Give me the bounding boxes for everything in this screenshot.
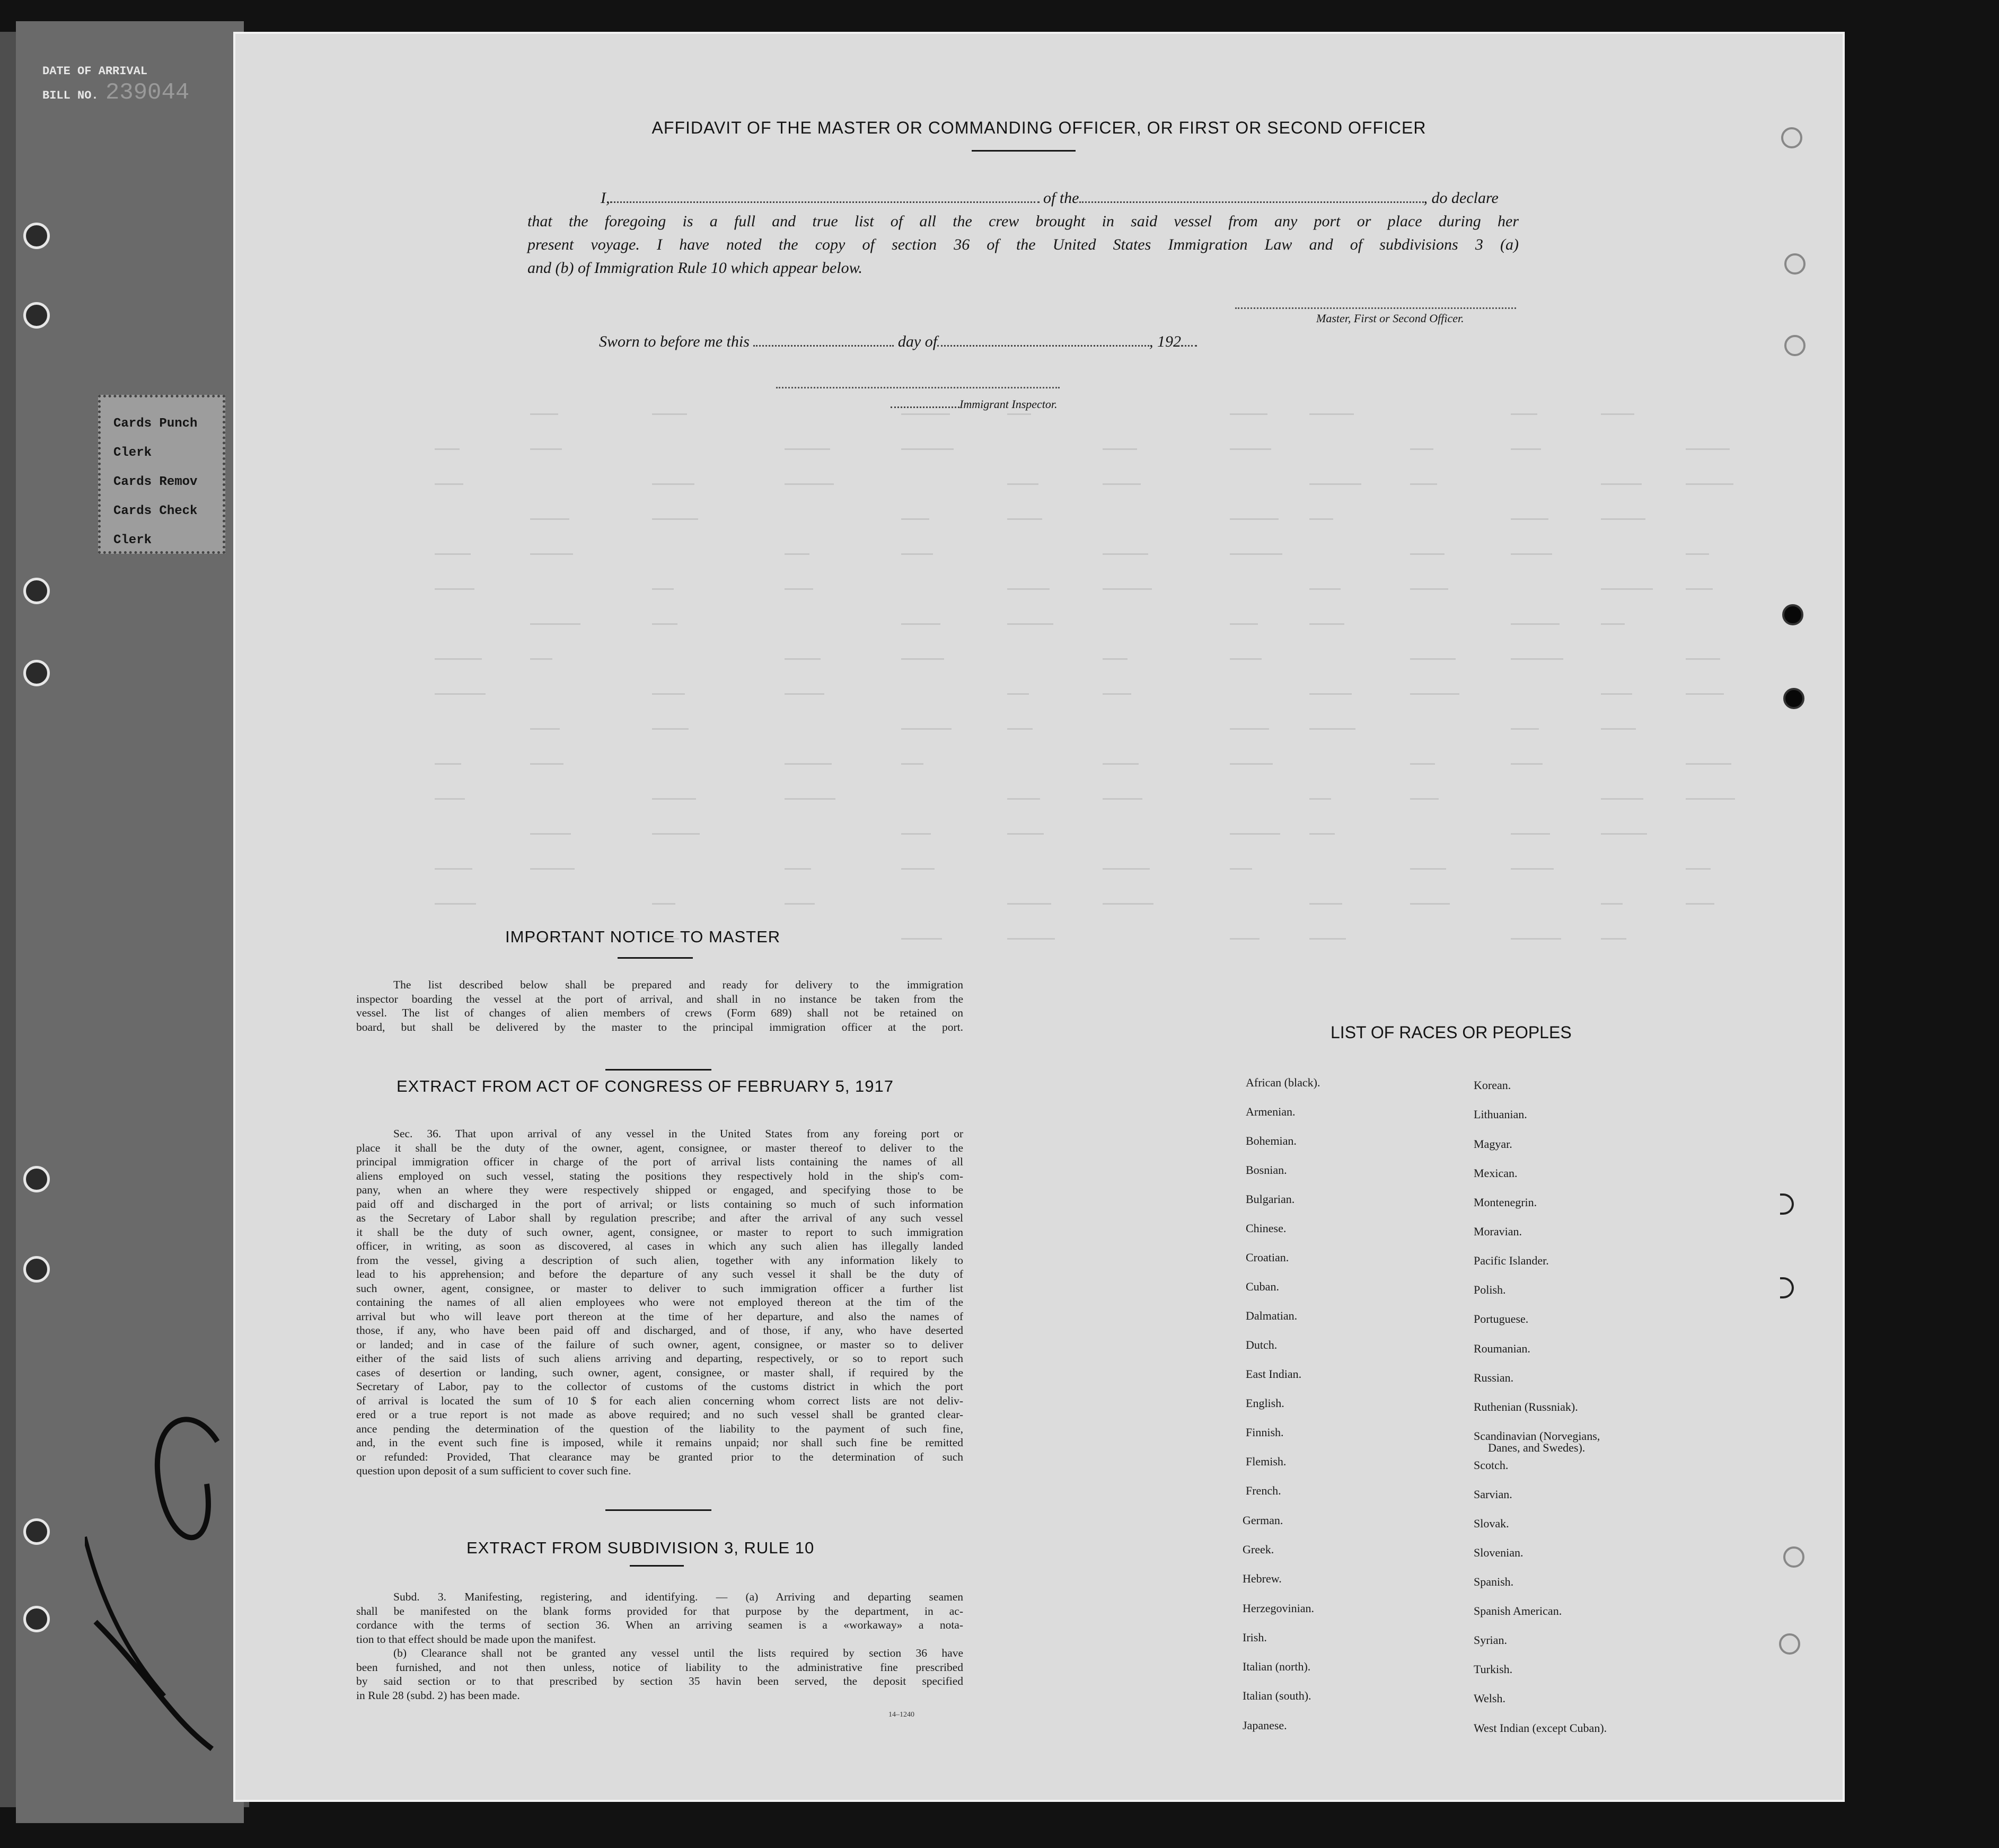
- bleed-mark: [1007, 623, 1053, 625]
- bleed-mark: [1309, 833, 1335, 835]
- bleed-mark: [785, 763, 832, 765]
- race-item: Japanese.: [1243, 1719, 1287, 1732]
- bleed-mark: [1103, 868, 1150, 870]
- bleed-mark: [435, 693, 486, 695]
- race-item: Polish.: [1474, 1283, 1506, 1296]
- race-item: Ruthenian (Russniak).: [1474, 1400, 1578, 1413]
- bleed-mark: [530, 448, 562, 450]
- bleed-mark: [1601, 938, 1626, 940]
- race-item: Flemish.: [1246, 1455, 1287, 1468]
- handwritten-mark: [85, 1378, 244, 1781]
- bleed-mark: [1410, 588, 1448, 590]
- race-item: Spanish American.: [1474, 1604, 1562, 1617]
- bleed-mark: [1511, 868, 1554, 870]
- name-blank: [610, 190, 1040, 203]
- race-item: Danes, and Swedes).: [1488, 1441, 1586, 1454]
- bleed-mark: [1601, 518, 1645, 520]
- bleed-mark: [1309, 588, 1341, 590]
- bleed-mark: [901, 833, 931, 835]
- bleed-mark: [435, 658, 482, 660]
- year-label: , 192: [1149, 333, 1182, 350]
- race-item: Croatian.: [1246, 1251, 1289, 1264]
- bleed-mark: [652, 623, 677, 625]
- race-item: Spanish.: [1474, 1575, 1514, 1588]
- divider: [630, 1565, 684, 1567]
- race-item: Chinese.: [1246, 1222, 1287, 1235]
- bleed-mark: [652, 588, 674, 590]
- race-item: Korean.: [1474, 1078, 1511, 1092]
- bleed-mark: [530, 833, 571, 835]
- race-item: Bulgarian.: [1246, 1192, 1295, 1206]
- punch-hole-icon: [23, 1518, 50, 1545]
- sworn-label: Sworn to before me this: [599, 333, 750, 350]
- act-title: EXTRACT FROM ACT OF CONGRESS OF FEBRUARY 5, 1917: [397, 1077, 894, 1095]
- inspector-signature-line: [776, 387, 1060, 388]
- bleed-mark: [530, 413, 558, 415]
- bleed-mark: [652, 728, 689, 730]
- race-item: Bohemian.: [1246, 1134, 1297, 1147]
- punch-hole-icon: [23, 1606, 50, 1632]
- paragraph-line: principal immigration officer in charge of the port of arrival lists containing the names of all: [356, 1155, 963, 1168]
- bleed-mark: [1601, 728, 1636, 730]
- bleed-mark: [1410, 798, 1439, 800]
- paragraph-line: paid off and discharged in the port of arrival; or lists containing so much of such information: [356, 1197, 963, 1210]
- race-item: Greek.: [1243, 1543, 1274, 1556]
- bleed-mark: [435, 903, 476, 905]
- bleed-mark: [1309, 518, 1333, 520]
- bleed-mark: [1686, 763, 1731, 765]
- race-item: Montenegrin.: [1474, 1196, 1537, 1209]
- date-of-arrival-label: DATE OF ARRIVAL: [42, 65, 148, 78]
- paragraph-line: tion to that effect should be made upon the manifest.: [356, 1632, 596, 1646]
- punch-hole-icon: [23, 1256, 50, 1283]
- bleed-mark: [1230, 728, 1269, 730]
- bleed-mark: [785, 798, 835, 800]
- bleed-mark: [785, 553, 809, 555]
- bleed-mark: [1103, 658, 1128, 660]
- race-item: Herzegovinian.: [1243, 1602, 1314, 1615]
- race-item: Mexican.: [1474, 1166, 1518, 1180]
- notice-text: [356, 978, 963, 1034]
- bleed-mark: [1309, 623, 1344, 625]
- bleed-mark: [1103, 553, 1148, 555]
- bleed-mark: [1410, 483, 1437, 485]
- paragraph-line: ered or a true report is not made as above required; and no such vessel shall be granted clear-: [356, 1408, 963, 1421]
- bleed-mark: [901, 728, 952, 730]
- bleed-mark: [901, 763, 923, 765]
- bleed-mark: [1686, 588, 1713, 590]
- form-sheet: [233, 32, 1845, 1802]
- notice-line: inspector boarding the vessel at the port of arrival, and shall in no instance be taken from the: [356, 992, 963, 1005]
- bleed-mark: [1230, 658, 1262, 660]
- paragraph-line: containing the names of all alien employees who were not employed thereon at the tim of the: [356, 1296, 963, 1308]
- affidavit-line: and (b) of Immigration Rule 10 which appear below.: [527, 259, 862, 277]
- bleed-mark: [1686, 693, 1724, 695]
- sworn-line: [599, 330, 1288, 353]
- notice-line: board, but shall be delivered by the master to the principal immigration officer at the port.: [356, 1020, 963, 1033]
- bleed-mark: [1309, 728, 1355, 730]
- race-item: Finnish.: [1246, 1426, 1284, 1439]
- bleed-mark: [1103, 483, 1141, 485]
- bleed-mark: [901, 623, 940, 625]
- race-item: Lithuanian.: [1474, 1108, 1527, 1121]
- paragraph-line: shall be manifested on the blank forms provided for that purpose by the department, in ac-: [356, 1604, 963, 1617]
- bleed-mark: [1007, 518, 1042, 520]
- inspector-label: [891, 397, 1058, 411]
- bleed-mark: [435, 483, 463, 485]
- bleed-mark: [1007, 483, 1038, 485]
- bleed-mark: [530, 868, 575, 870]
- bleed-mark: [652, 693, 685, 695]
- bleed-mark: [1309, 693, 1352, 695]
- bleed-mark: [1686, 903, 1714, 905]
- race-item: German.: [1243, 1514, 1283, 1527]
- bleed-mark: [530, 763, 563, 765]
- punch-hole-icon: [1784, 335, 1806, 356]
- affidavit-line: that the foregoing is a full and true list of all the crew brought in said vessel from any port or place during her: [527, 213, 1519, 230]
- day-of-label: day of: [897, 333, 938, 350]
- bleed-mark: [901, 868, 935, 870]
- bleed-mark: [1511, 833, 1550, 835]
- bleed-mark: [1230, 553, 1282, 555]
- bleed-mark: [1309, 798, 1331, 800]
- paragraph-line: question upon deposit of a sum sufficient to cover such fine.: [356, 1464, 631, 1477]
- paragraph-line: it shall be the duty of such owner, agent, consignee, or master to report to such immigration: [356, 1225, 963, 1239]
- bleed-mark: [1601, 623, 1625, 625]
- notice-title: IMPORTANT NOTICE TO MASTER: [505, 927, 781, 946]
- divider: [972, 150, 1076, 152]
- bleed-mark: [1410, 763, 1435, 765]
- punch-hole-icon: [23, 660, 50, 686]
- cards-stamp-line: Cards Punch: [113, 417, 198, 431]
- punch-hole-icon: [1783, 1546, 1804, 1568]
- race-item: Pacific Islander.: [1474, 1254, 1549, 1267]
- race-item: Turkish.: [1474, 1663, 1513, 1676]
- bleed-mark: [1103, 763, 1139, 765]
- bleed-mark: [1309, 413, 1354, 415]
- bleed-mark: [1103, 903, 1153, 905]
- bleed-mark: [1601, 483, 1642, 485]
- of-the-label: of the: [1043, 189, 1079, 207]
- cards-stamp-line: Clerk: [113, 446, 152, 460]
- bleed-mark: [530, 728, 560, 730]
- bleed-mark: [1601, 413, 1634, 415]
- race-item: Cuban.: [1246, 1280, 1279, 1293]
- bleed-mark: [785, 658, 821, 660]
- bleed-mark: [1601, 693, 1632, 695]
- paragraph-line: lead to his apprehension; and before the departure of any such vessel it shall be the duty of: [356, 1268, 963, 1280]
- punch-hole-icon: [23, 1166, 50, 1192]
- bleed-mark: [1103, 588, 1152, 590]
- paragraph-line: been furnished, and not then unless, notice of liability to the administrative fine prescribed: [356, 1660, 963, 1674]
- day-blank: [753, 333, 894, 347]
- race-item: English.: [1246, 1396, 1284, 1410]
- bleed-mark: [435, 868, 472, 870]
- inspector-blank: [891, 399, 959, 408]
- bleed-mark: [785, 483, 834, 485]
- bleed-mark: [1007, 413, 1031, 415]
- bleed-mark: [785, 903, 815, 905]
- race-item: Welsh.: [1474, 1692, 1505, 1705]
- bleed-mark: [1007, 693, 1029, 695]
- inspector-text: Immigrant Inspector.: [959, 397, 1058, 411]
- paragraph-line: arrival but who will leave port thereon at the time of her departure, and also the names of: [356, 1310, 963, 1323]
- act-text: [356, 1127, 963, 1478]
- bleed-mark: [1410, 868, 1446, 870]
- bleed-mark: [1007, 728, 1033, 730]
- paragraph-line: such owner, agent, consignee, or master to deliver to such immigration officer a further list: [356, 1281, 963, 1295]
- race-item: Hebrew.: [1243, 1572, 1282, 1585]
- punch-hole-icon: [1782, 604, 1803, 625]
- bleed-mark: [530, 658, 552, 660]
- bleed-mark: [1601, 833, 1647, 835]
- punch-hole-icon: [23, 223, 50, 249]
- bleed-mark: [785, 868, 811, 870]
- paragraph-line: from the vessel, giving a description of such alien, together with any information likely to: [356, 1253, 963, 1267]
- race-item: Slovenian.: [1474, 1546, 1524, 1559]
- paragraph-line: of arrival is located the sum of 10 $ for each alien concerning whom correct lists are not deliv-: [356, 1394, 963, 1407]
- bleed-mark: [1686, 798, 1735, 800]
- bleed-mark: [1410, 693, 1459, 695]
- affidavit-title: AFFIDAVIT OF THE MASTER OR COMMANDING OFFICER, OR FIRST OR SECOND OFFICER: [651, 118, 1426, 137]
- rule-text: [356, 1590, 963, 1702]
- paragraph-line: either of the said lists of such aliens arriving and departing, respectively, or so to report such: [356, 1352, 963, 1365]
- race-item: Sarvian.: [1474, 1488, 1512, 1501]
- bleed-mark: [1230, 518, 1279, 520]
- paragraph-line: as the Secretary of Labor shall by regulation prescribe; and after the arrival of any such vessel: [356, 1212, 963, 1224]
- bleed-mark: [1686, 658, 1720, 660]
- bleed-mark: [785, 588, 813, 590]
- paragraph-line: Secretary of Labor, pay to the collector of customs of the customs district in which the port: [356, 1380, 963, 1393]
- bleed-mark: [652, 483, 694, 485]
- bleed-mark: [652, 798, 696, 800]
- race-item: Italian (south).: [1243, 1689, 1311, 1702]
- bleed-mark: [1103, 693, 1131, 695]
- month-blank: [937, 333, 1149, 347]
- bleed-mark: [1511, 763, 1543, 765]
- paragraph-line: place it shall be the duty of the owner, agent, consignee, or master thereof to deliver to the: [356, 1141, 963, 1154]
- paragraph-line: Sec. 36. That upon arrival of any vessel in the United States from any foreing port or: [393, 1127, 963, 1140]
- form-number: 14–1240: [888, 1711, 914, 1719]
- bill-label: BILL NO.: [42, 89, 99, 102]
- bleed-mark: [1511, 623, 1560, 625]
- races-title: LIST OF RACES OR PEOPLES: [1331, 1023, 1572, 1042]
- paragraph-line: those, if any, who have been paid off and discharged, and of those, if any, who have deserted: [356, 1324, 963, 1337]
- paragraph-line: Subd. 3. Manifesting, registering, and identifying. — (a) Arriving and departing seamen: [393, 1590, 963, 1603]
- bleed-mark: [1103, 798, 1142, 800]
- bleed-mark: [1686, 868, 1711, 870]
- bleed-mark: [1007, 833, 1044, 835]
- notice-line: vessel. The list of changes of alien members of crews (Form 689) shall not be retained on: [356, 1006, 963, 1019]
- bleed-mark: [1103, 448, 1137, 450]
- race-item: Magyar.: [1474, 1137, 1512, 1151]
- bleed-mark: [1309, 938, 1346, 940]
- do-declare-label: , do declare: [1423, 189, 1499, 207]
- paragraph-line: cordance with the terms of section 36. When an arriving seamen is a «workaway» a nota-: [356, 1619, 963, 1631]
- bleed-mark: [1230, 763, 1273, 765]
- bleed-mark: [435, 553, 471, 555]
- race-item: African (black).: [1246, 1076, 1320, 1089]
- bleed-mark: [785, 693, 824, 695]
- bleed-mark: [1511, 518, 1548, 520]
- race-item: East Indian.: [1246, 1367, 1302, 1381]
- divider: [605, 1509, 711, 1511]
- paragraph-line: and, in the event such fine is imposed, while it remains unpaid; nor shall such fine be remitted: [356, 1436, 963, 1449]
- bleed-mark: [901, 938, 942, 940]
- bleed-mark: [1410, 903, 1450, 905]
- bleed-mark: [1511, 938, 1561, 940]
- paragraph-line: or landed; and in case of the failure of such owner, agent, consignee, or master so to deliver: [356, 1338, 963, 1351]
- race-item: West Indian (except Cuban).: [1474, 1721, 1607, 1735]
- year-blank: [1181, 333, 1197, 347]
- bleed-mark: [1230, 833, 1280, 835]
- bleed-mark: [1309, 483, 1361, 485]
- paragraph-line: (b) Clearance shall not be granted any vessel until the lists required by section 36 have: [393, 1647, 963, 1659]
- paragraph-line: ance pending the determination of the question of the liability to the payment of such fine,: [356, 1422, 963, 1435]
- race-item: Syrian.: [1474, 1633, 1507, 1647]
- race-item: Italian (north).: [1243, 1660, 1311, 1673]
- race-item: Scotch.: [1474, 1458, 1509, 1472]
- bleed-mark: [1410, 448, 1433, 450]
- race-item: Slovak.: [1474, 1517, 1509, 1530]
- bleed-mark: [1601, 588, 1653, 590]
- paragraph-line: in Rule 28 (subd. 2) has been made.: [356, 1688, 520, 1702]
- bleed-mark: [1686, 553, 1709, 555]
- bleed-mark: [1230, 448, 1271, 450]
- punch-hole-icon: [23, 302, 50, 329]
- divider: [618, 957, 693, 959]
- cards-stamp-line: Cards Remov: [113, 475, 198, 489]
- bleed-mark: [652, 518, 698, 520]
- bleed-mark: [1007, 798, 1040, 800]
- bleed-mark: [1007, 588, 1050, 590]
- race-item: Roumanian.: [1474, 1342, 1530, 1355]
- bleed-mark: [1230, 623, 1258, 625]
- race-item: Dutch.: [1246, 1338, 1278, 1351]
- bleed-mark: [435, 798, 465, 800]
- punch-hole-icon: [1784, 253, 1806, 275]
- paragraph-line: pany, when an where they were respectively shipped or engaged, and specifying those to be: [356, 1183, 963, 1196]
- bleed-mark: [901, 518, 929, 520]
- race-item: Bosnian.: [1246, 1163, 1287, 1177]
- bleed-mark: [901, 658, 944, 660]
- bleed-mark: [435, 588, 474, 590]
- bleed-mark: [1511, 448, 1541, 450]
- bleed-mark: [1230, 413, 1267, 415]
- bleed-mark: [530, 623, 580, 625]
- bleed-mark: [1511, 658, 1563, 660]
- race-item: Armenian.: [1246, 1105, 1296, 1118]
- divider: [605, 1069, 711, 1071]
- master-signature-line: [1235, 307, 1516, 309]
- master-label: Master, First or Second Officer.: [1316, 312, 1464, 325]
- cards-stamp-line: Clerk: [113, 533, 152, 547]
- bleed-mark: [1511, 728, 1539, 730]
- bleed-mark: [435, 763, 461, 765]
- bleed-mark: [1686, 483, 1733, 485]
- notice-line: The list described below shall be prepared and ready for delivery to the immigration: [393, 978, 963, 991]
- cards-stamp-line: Cards Check: [113, 504, 198, 518]
- arrival-stamp: [42, 64, 189, 109]
- affidavit-text: [527, 187, 1519, 280]
- punch-hole-icon: [1779, 1633, 1800, 1655]
- bleed-mark: [901, 413, 950, 415]
- bleed-mark: [901, 553, 933, 555]
- bleed-mark: [1007, 903, 1051, 905]
- bleed-mark: [530, 553, 573, 555]
- bleed-mark: [1230, 938, 1260, 940]
- vessel-blank: [1079, 190, 1424, 203]
- paragraph-line: or refunded: Provided, That clearance may be granted prior to the determination of such: [356, 1450, 963, 1463]
- punch-hole-icon: [1783, 688, 1804, 709]
- race-item: Dalmatian.: [1246, 1309, 1298, 1322]
- bill-number: 239044: [105, 79, 190, 106]
- bleed-mark: [1410, 553, 1445, 555]
- bleed-mark: [901, 448, 954, 450]
- bleed-mark: [652, 413, 687, 415]
- bleed-mark: [1410, 658, 1456, 660]
- affidavit-line: present voyage. I have noted the copy of section 36 of the United States Immigration Law and of subdivisions 3 (a): [527, 236, 1519, 253]
- bleed-mark: [1007, 938, 1055, 940]
- bleed-mark: [652, 903, 675, 905]
- race-item: Irish.: [1243, 1631, 1267, 1644]
- bleed-mark: [1686, 448, 1730, 450]
- paragraph-line: officer, in writing, as soon as discovered, al cases in which any such alien has illegally landed: [356, 1240, 963, 1252]
- bleed-mark: [530, 518, 569, 520]
- bleed-mark: [1601, 903, 1623, 905]
- cards-stamp: [98, 395, 225, 554]
- rule-title: EXTRACT FROM SUBDIVISION 3, RULE 10: [466, 1538, 815, 1557]
- bleed-mark: [1309, 903, 1342, 905]
- paragraph-line: aliens employed on such vessel, stating the positions they respectively hold in the ship's com-: [356, 1169, 963, 1182]
- paragraph-line: by said section or to that prescribed by section 35 havin been served, the deposit specified: [356, 1675, 963, 1687]
- race-item: Moravian.: [1474, 1225, 1522, 1238]
- race-item: French.: [1246, 1484, 1281, 1497]
- bleed-mark: [652, 833, 700, 835]
- paragraph-line: cases of desertion or landing, such owner, agent, consignee, or master shall, if required by the: [356, 1366, 963, 1379]
- bleed-mark: [785, 448, 830, 450]
- race-item: Scandinavian (Norvegians,: [1474, 1429, 1600, 1443]
- bleed-mark: [1511, 413, 1537, 415]
- bleed-mark: [1511, 553, 1552, 555]
- bleed-mark: [435, 448, 460, 450]
- punch-hole-icon: [23, 578, 50, 604]
- race-item: Russian.: [1474, 1371, 1514, 1384]
- bleed-mark: [1230, 868, 1252, 870]
- bleed-mark: [1601, 798, 1643, 800]
- i-label: I,: [601, 189, 610, 207]
- race-item: Portuguese.: [1474, 1312, 1529, 1325]
